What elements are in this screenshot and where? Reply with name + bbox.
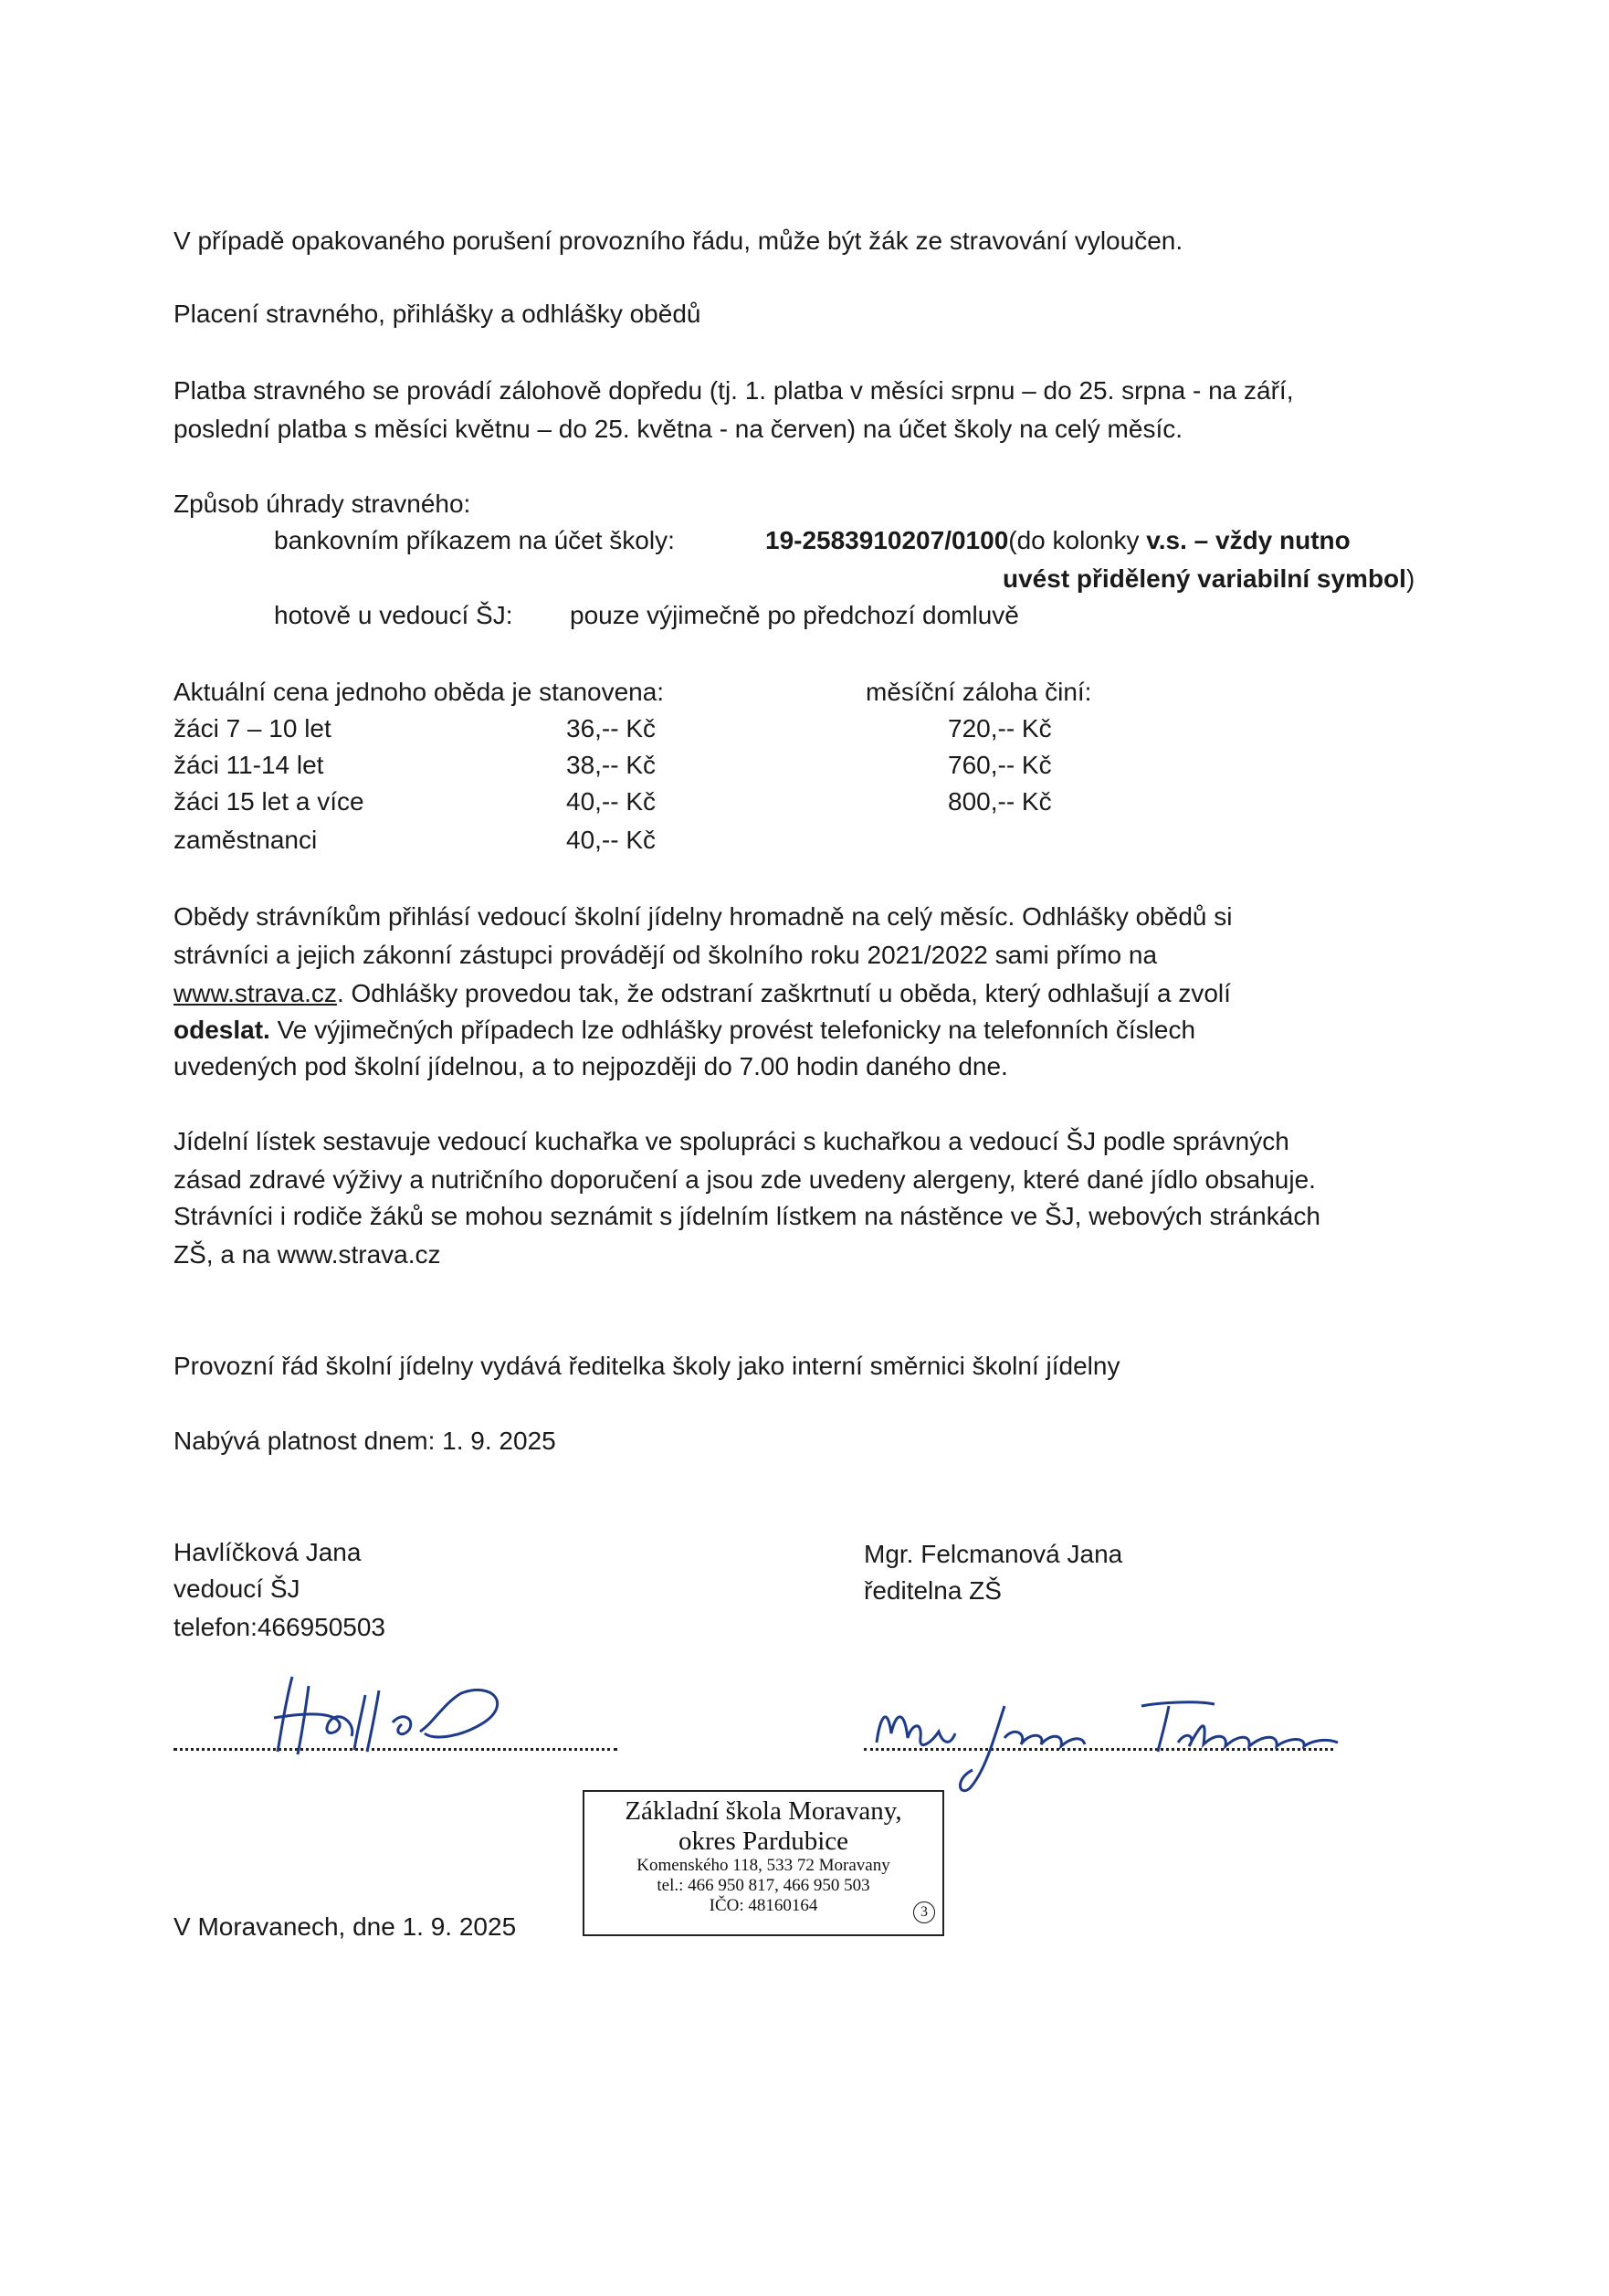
cash-payment-label: hotově u vedoucí ŠJ: <box>274 601 513 629</box>
registration-line-3 <box>174 975 1231 1012</box>
payment-method-heading: Způsob úhrady stravného: <box>174 490 471 518</box>
bank-account-line <box>765 522 1351 559</box>
left-signer-name: Havlíčková Jana <box>174 1538 362 1566</box>
stamp-ico: IČO: 48160164 <box>709 1896 818 1915</box>
price-group: zaměstnanci <box>174 826 318 854</box>
menu-line-1: Jídelní lístek sestavuje vedoucí kuchařka ve spolupráci s kuchařkou a vedoucí ŠJ podle správných <box>174 1127 1289 1155</box>
deposit-heading: měsíční záloha činí: <box>866 678 1092 706</box>
bank-transfer-label: bankovním příkazem na účet školy: <box>274 526 675 554</box>
left-handwritten-signature <box>265 1668 521 1759</box>
variable-symbol-close: ) <box>1405 564 1415 593</box>
menu-line-3: Strávníci i rodiče žáků se mohou seznámit s jídelním lístkem na nástěnce ve ŠJ, webových stránkách <box>174 1202 1320 1230</box>
deposit-value: 760,-- Kč <box>948 751 1052 779</box>
issuance-note: Provozní řád školní jídelny vydává ředitelka školy jako interní směrnici školní jídelny <box>174 1352 1120 1380</box>
place-and-date: V Moravanech, dne 1. 9. 2025 <box>174 1912 517 1941</box>
account-note-vs: v.s. – vždy nutno <box>1146 526 1351 554</box>
right-handwritten-signature <box>868 1688 1342 1797</box>
right-signer-role: ředitelna ZŠ <box>864 1576 1002 1605</box>
deposit-value: 720,-- Kč <box>948 714 1052 743</box>
payment-text-line-2: poslední platba s měsíci květnu – do 25. května - na červen) na účet školy na celý měsíc. <box>174 415 1183 443</box>
strava-link[interactable]: www.strava.cz <box>174 979 337 1007</box>
menu-line-4: ZŠ, a na www.strava.cz <box>174 1240 441 1269</box>
price-group: žáci 15 let a více <box>174 787 364 816</box>
stamp-school-name: Základní škola Moravany, <box>625 1796 902 1826</box>
price-value: 40,-- Kč <box>566 787 657 816</box>
left-signer-phone: telefon:466950503 <box>174 1613 385 1641</box>
payment-text-line-1: Platba stravného se provádí zálohově dopředu (tj. 1. platba v měsíci srpnu – do 25. srpna - na září, <box>174 376 1294 405</box>
stamp-phones: tel.: 466 950 817, 466 950 503 <box>657 1876 870 1895</box>
stamp-number: 3 <box>913 1901 935 1923</box>
send-keyword: odeslat. <box>174 1016 270 1044</box>
account-note-open: (do kolonky <box>1008 526 1147 554</box>
menu-line-2: zásad zdravé výživy a nutričního doporučení a jsou zde uvedeny alergeny, které dané jídlo obsahuje. <box>174 1165 1316 1194</box>
price-value: 36,-- Kč <box>566 714 657 743</box>
registration-line-2: strávníci a jejich zákonní zástupci provádějí od školního roku 2021/2022 sami přímo na <box>174 941 1158 969</box>
registration-line-5: uvedených pod školní jídelnou, a to nejpozději do 7.00 hodin daného dne. <box>174 1052 1008 1080</box>
school-stamp <box>583 1790 944 1936</box>
stamp-district: okres Pardubice <box>678 1827 849 1856</box>
exclusion-note: V případě opakovaného porušení provozního řádu, může být žák ze stravování vyloučen. <box>174 226 1183 255</box>
price-group: žáci 11-14 let <box>174 751 324 779</box>
registration-line-4 <box>174 1012 1195 1048</box>
registration-line-1: Obědy strávníkům přihlásí vedoucí školní jídelny hromadně na celý měsíc. Odhlášky obědů si <box>174 902 1233 931</box>
right-signer-name: Mgr. Felcmanová Jana <box>864 1540 1123 1568</box>
price-value: 38,-- Kč <box>566 751 657 779</box>
left-signer-role: vedoucí ŠJ <box>174 1575 300 1603</box>
stamp-address: Komenského 118, 533 72 Moravany <box>636 1856 890 1875</box>
price-group: žáci 7 – 10 let <box>174 714 331 743</box>
registration-line-4-rest: Ve výjimečných případech lze odhlášky provést telefonicky na telefonních číslech <box>269 1016 1196 1044</box>
cash-payment-value: pouze výjimečně po předchozí domluvě <box>570 601 1019 629</box>
registration-line-3-rest: . Odhlášky provedou tak, že odstraní zaškrtnutí u oběda, který odhlašují a zvolí <box>336 979 1231 1007</box>
bank-account-number: 19-2583910207/0100 <box>765 526 1009 554</box>
price-value: 40,-- Kč <box>566 826 657 854</box>
validity-date: Nabývá platnost dnem: 1. 9. 2025 <box>174 1427 556 1455</box>
payment-section-heading: Placení stravného, přihlášky a odhlášky obědů <box>174 300 701 328</box>
variable-symbol-text: uvést přidělený variabilní symbol <box>1003 564 1406 593</box>
variable-symbol-note <box>1003 561 1414 597</box>
price-heading: Aktuální cena jednoho oběda je stanovena: <box>174 678 665 706</box>
deposit-value: 800,-- Kč <box>948 787 1052 816</box>
